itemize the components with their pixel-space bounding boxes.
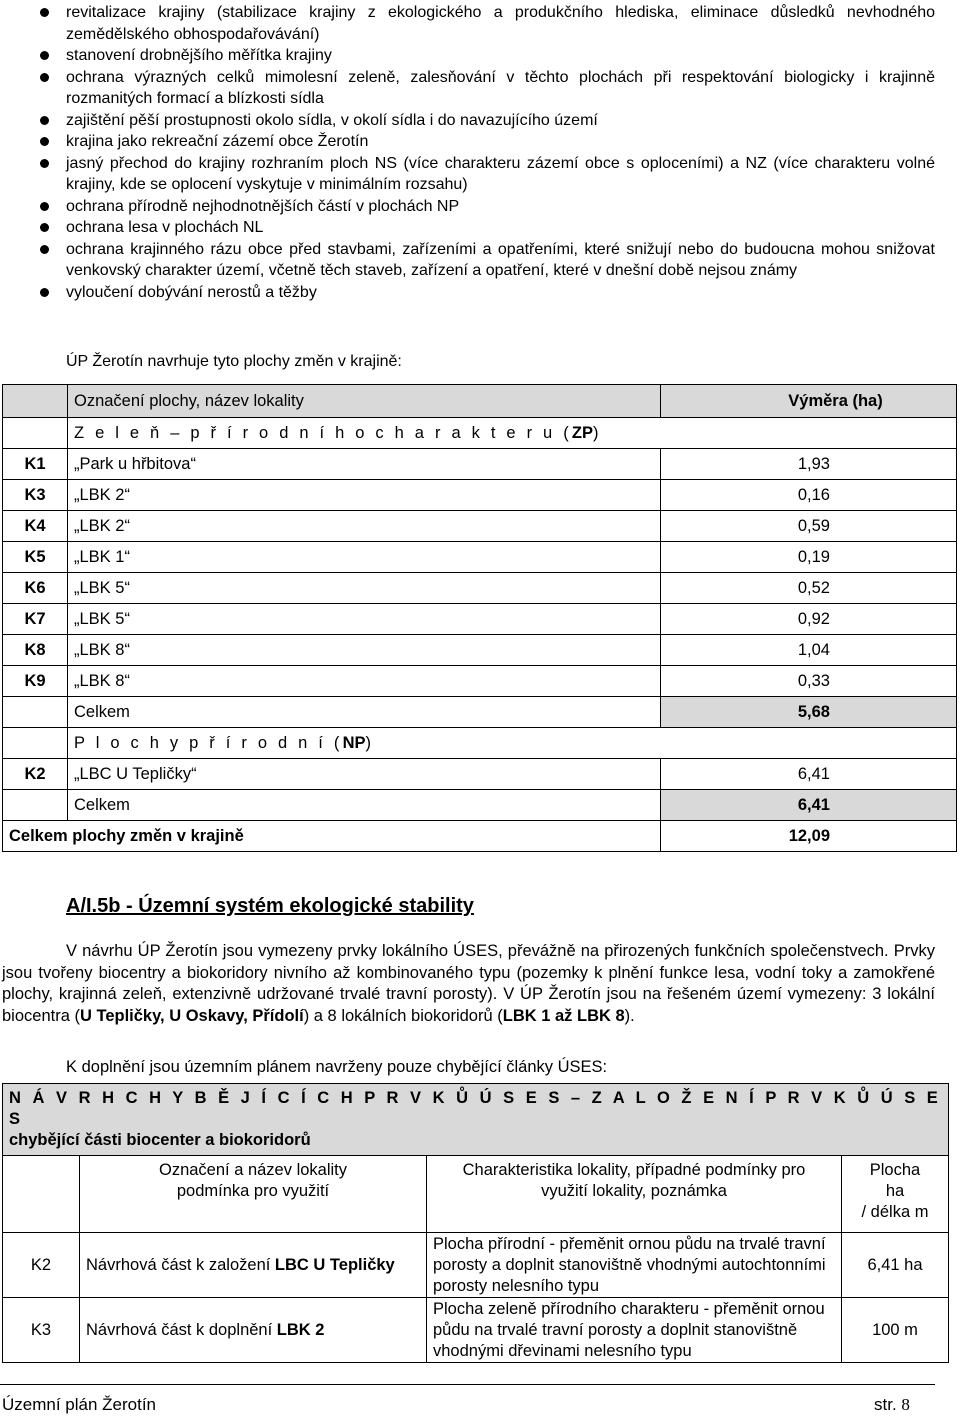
bullet-icon: [40, 202, 49, 211]
group-label: Z e l e ň – p ř í r o d n í h o c h a r a k t e r u (: [74, 423, 572, 442]
table-banner: N Á V R H C H Y B Ě J Í C Í C H P R V K Ů Ú S E S – Z A L O Ž E N Í P R V K Ů Ú S E S chybějící části biocenter a biokoridorů: [3, 1084, 949, 1156]
bullet-icon: [40, 51, 49, 60]
table-row: K5 „LBK 1“ 0,19: [3, 542, 957, 573]
table-row: K6 „LBK 5“ 0,52: [3, 573, 957, 604]
header-name: Označení plochy, název lokality: [68, 385, 661, 418]
bullet-icon: [40, 245, 49, 254]
group-code: ZP: [571, 423, 594, 442]
table-header-row: [3, 385, 957, 418]
table-row: K3 „LBK 2“ 0,16: [3, 480, 957, 511]
landscape-changes-table: [2, 384, 957, 852]
header-value: Výměra (ha): [661, 385, 957, 418]
bullet-icon: [40, 137, 49, 146]
group-row: Z e l e ň – p ř í r o d n í h o c h a r a k t e r u (ZP): [3, 418, 957, 449]
table-row: K2 Návrhová část k založení LBC U Tepličky Plocha přírodní - přeměnit ornou půdu na trvalé travní porosty a doplnit stanovištně vhodnými autochtonními porosty nelesního typu 6,41 ha: [3, 1233, 949, 1298]
list-item: vyloučení dobývání nerostů a těžby: [40, 282, 935, 304]
subtotal-row: Celkem 5,68: [3, 697, 957, 728]
footer-divider: [0, 1384, 935, 1385]
footer-title: Územní plán Žerotín: [2, 1395, 157, 1414]
list-item: jasný přechod do krajiny rozhraním ploch NS (více charakteru zázemí obce s oploceními) a NZ (více charakteru volné krajiny, kde se oplocení vyskytuje v minimálním rozsahu): [40, 153, 935, 196]
subtotal-row: Celkem 6,41: [3, 790, 957, 821]
bullet-icon: [40, 8, 49, 17]
table-header-row: Označení a název lokality podmínka pro využití Charakteristika lokality, případné podmínky pro využití lokality, poznámka Plocha ha / délka m: [3, 1156, 949, 1233]
bullet-list: [40, 2, 935, 303]
table2-intro: K doplnění jsou územním plánem navrženy pouze chybějící články ÚSES:: [66, 1058, 608, 1076]
bullet-icon: [40, 288, 49, 297]
group-code: NP: [342, 733, 366, 752]
group-row: P l o c h y p ř í r o d n í (NP): [3, 728, 957, 759]
uses-paragraph: V návrhu ÚP Žerotín jsou vymezeny prvky lokálního ÚSES, převážně na přirozených funkčních společenstvech. Prvky jsou tvořeny biocentry a biokoridory nivního až kombinovaného typu (pozemky k plnění funkce lesa, vodní toky a zamokřené plochy, krajinná zeleň, extenzivně udržované trvalé travní porosty). V ÚP Žerotín jsou na řešeném území vymezeny: 3 lokální biocentra (U Tepličky, U Oskavy, Přídolí) a 8 lokálních biokoridorů (LBK 1 až LBK 8).: [2, 942, 935, 1025]
table-row: K4 „LBK 2“ 0,59: [3, 511, 957, 542]
total-row: Celkem plochy změn v krajině 12,09: [3, 821, 957, 852]
table-row: K1 „Park u hřbitova“ 1,93: [3, 449, 957, 480]
list-item: zajištění pěší prostupnosti okolo sídla, v okolí sídla i do navazujícího území: [40, 110, 935, 132]
page-number: str. 8: [874, 1395, 910, 1414]
list-item: revitalizace krajiny (stabilizace krajiny z ekologického a produkčního hlediska, eliminace důsledků nevhodného zemědělského obhospodařovávání): [40, 2, 935, 45]
group-label: P l o c h y p ř í r o d n í (: [74, 733, 343, 752]
list-item: stanovení drobnějšího měřítka krajiny: [40, 45, 935, 67]
bullet-icon: [40, 73, 49, 82]
bullet-icon: [40, 116, 49, 125]
table-row: K8 „LBK 8“ 1,04: [3, 635, 957, 666]
table-row: K2 „LBC U Tepličky“ 6,41: [3, 759, 957, 790]
bullet-icon: [40, 159, 49, 168]
list-item: ochrana lesa v plochách NL: [40, 217, 935, 239]
section-heading: A/I.5b - Územní systém ekologické stability: [66, 895, 474, 917]
table-row: K7 „LBK 5“ 0,92: [3, 604, 957, 635]
bullet-icon: [40, 223, 49, 232]
uses-proposal-table: [2, 1083, 949, 1363]
table-row: K9 „LBK 8“ 0,33: [3, 666, 957, 697]
list-item: ochrana výrazných celků mimolesní zeleně, zalesňování v těchto plochách při respektování biologicky i krajinně rozmanitých formací a blízkosti sídla: [40, 67, 935, 110]
list-item: ochrana přírodně nejhodnotnějších částí v plochách NP: [40, 196, 935, 218]
table1-intro: ÚP Žerotín navrhuje tyto plochy změn v krajině:: [66, 353, 402, 370]
list-item: krajina jako rekreační zázemí obce Žerotín: [40, 131, 935, 153]
list-item: ochrana krajinného rázu obce před stavbami, zařízeními a opatřeními, které snižují nebo do budoucna mohou snižovat venkovský charakter území, včetně těch staveb, zařízení a opatření, které v dnešní době nejsou známy: [40, 239, 935, 282]
table-row: K3 Návrhová část k doplnění LBK 2 Plocha zeleně přírodního charakteru - přeměnit ornou půdu na trvalé travní porosty a doplnit stanovištně vhodnými dřevinami nelesního typu 100 m: [3, 1298, 949, 1363]
